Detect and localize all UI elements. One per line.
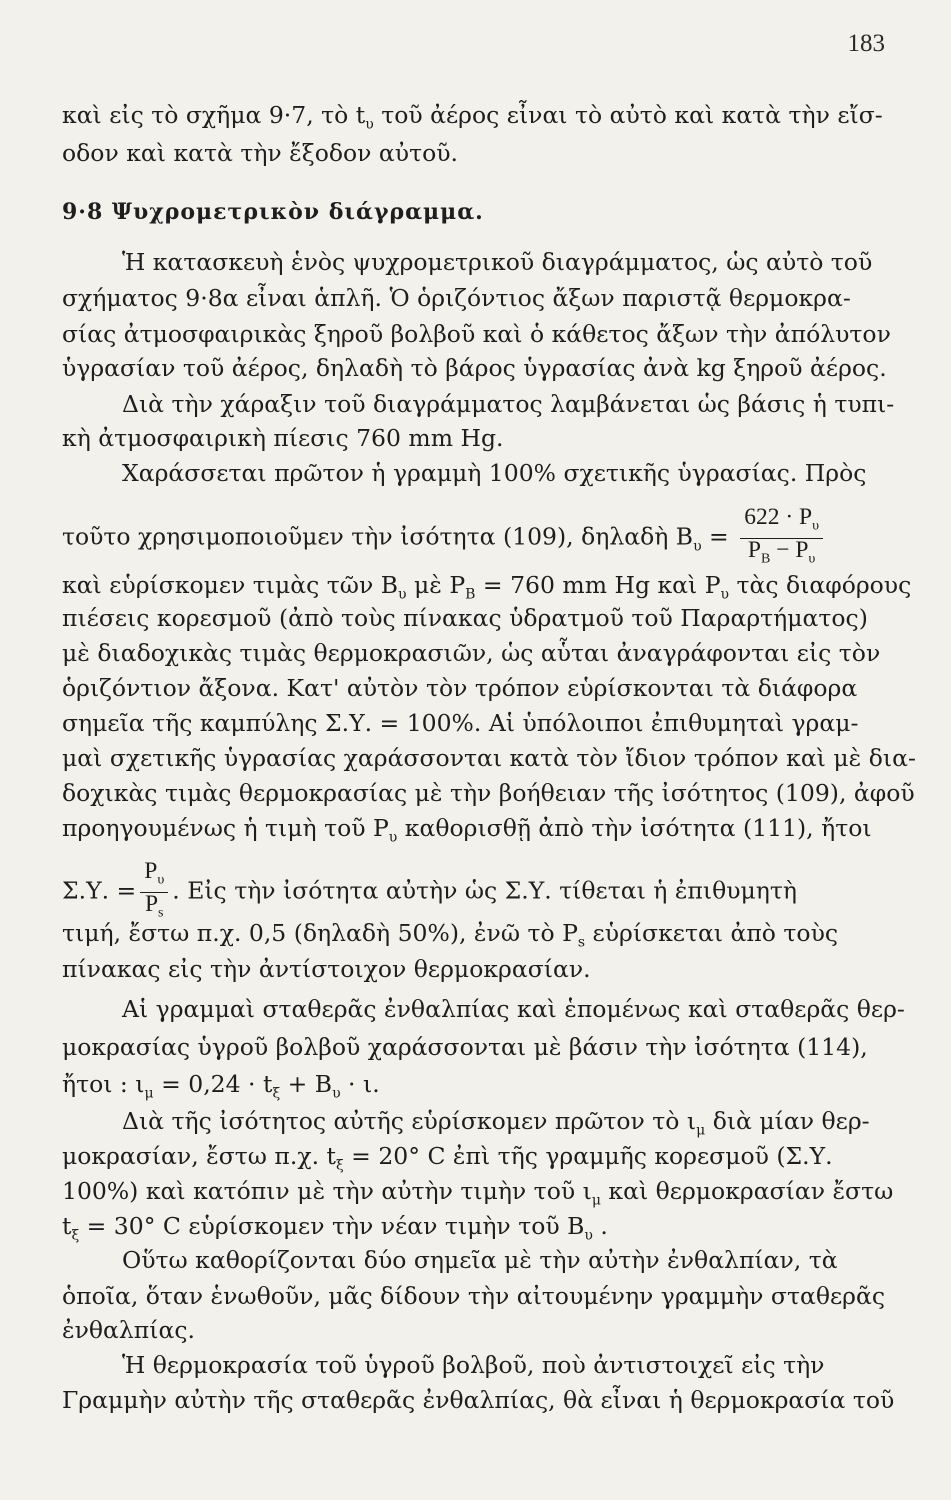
text-line: τιμή, ἔστω π.χ. 0,5 (δηλαδὴ 50%), ἐνῶ τὸ $P_s$ εὑρίσκεται ἀπὸ τοὺς <box>62 919 839 951</box>
text-line: ἤτοι : $\iota_\mu = 0,24 \cdot t_\xi + B_\upsilon \cdot \iota$. <box>62 1070 380 1102</box>
text-line: πίνακας εἰς τὴν ἀντίστοιχον θερμοκρασίαν. <box>62 955 591 983</box>
text-line: Οὕτω καθορίζονται δύο σημεῖα μὲ τὴν αὐτὴν ἐνθαλπίαν, τὰ <box>122 1246 838 1274</box>
text-line-formula: τοῦτο χρησιμοποιοῦμεν τὴν ἰσότητα (109), δηλαδὴ $B_\upsilon$ = $\frac{622 \cdot P_\upsilon}{P_B - P_\upsilon}$ <box>62 506 892 570</box>
text-line: κὴ ἀτμοσφαιρικὴ πίεσις 760 mm Hg. <box>62 424 504 452</box>
text-line: Γραμμὴν αὐτὴν τῆς σταθερᾶς ἐνθαλπίας, θὰ εἶναι ἡ θερμοκρασία τοῦ <box>62 1386 895 1414</box>
text-line: μοκρασίας ὑγροῦ βολβοῦ χαράσσονται μὲ βάσιν τὴν ἰσότητα (114), <box>62 1033 868 1061</box>
text-line: Ἡ κατασκευὴ ἑνὸς ψυχρομετρικοῦ διαγράμματος, ὡς αὐτὸ τοῦ <box>122 248 873 276</box>
text-line: μὲ διαδοχικὰς τιμὰς θερμοκρασιῶν, ὡς αὗται ἀναγράφονται εἰς τὸν <box>62 639 881 667</box>
text-line: σχήματος 9·8α εἶναι ἁπλῆ. Ὁ ὁριζόντιος ἄξων παριστᾷ θερμοκρα- <box>62 284 851 312</box>
text-line: μοκρασίαν, ἔστω π.χ. $t_\xi = 20^\circ$ C ἐπὶ τῆς γραμμῆς κορεσμοῦ (Σ.Υ. <box>62 1142 833 1174</box>
text-line: 100%) καὶ κατόπιν μὲ τὴν αὐτὴν τιμὴν τοῦ $\iota_\mu$ καὶ θερμοκρασίαν ἔστω <box>62 1177 894 1209</box>
text-line: οδον καὶ κατὰ τὴν ἔξοδον αὐτοῦ. <box>62 139 458 167</box>
text-line: μαὶ σχετικῆς ὑγρασίας χαράσσονται κατὰ τὸν ἴδιον τρόπον καὶ μὲ δια- <box>62 744 916 772</box>
text-line: Ἡ θερμοκρασία τοῦ ὑγροῦ βολβοῦ, ποὺ ἀντιστοιχεῖ εἰς τὴν <box>122 1351 825 1379</box>
section-heading: 9·8 Ψυχρομετρικὸν διάγραμμα. <box>62 199 484 225</box>
text-line: ἐνθαλπίας. <box>62 1316 195 1344</box>
text-line: καὶ εἰς τὸ σχῆμα 9·7, τὸ $t_\upsilon$ τοῦ ἀέρος εἶναι τὸ αὐτὸ καὶ κατὰ τὴν εἴσ- <box>62 101 883 133</box>
text-line: προηγουμένως ἡ τιμὴ τοῦ $P_\upsilon$ καθορισθῇ ἀπὸ τὴν ἰσότητα (111), ἤτοι <box>62 814 872 846</box>
text-line: καὶ εὑρίσκομεν τιμὰς τῶν $B_\upsilon$ μὲ $P_B = 760$ mm Hg καὶ $P_\upsilon$ τὰς διαφόρους <box>62 571 912 603</box>
page-number: 183 <box>847 30 885 57</box>
text-line: ὁριζόντιον ἄξονα. Κατ' αὐτὸν τὸν τρόπον εὑρίσκονται τὰ διάφορα <box>62 674 858 702</box>
text-line: Διὰ τὴν χάραξιν τοῦ διαγράμματος λαμβάνεται ὡς βάσις ἡ τυπι- <box>122 390 895 418</box>
text-line: πιέσεις κορεσμοῦ (ἀπὸ τοὺς πίνακας ὑδρατμοῦ τοῦ Παραρτήματος) <box>62 604 868 632</box>
fraction-sy: $\frac{P_\upsilon}{P_s}$ <box>140 860 168 924</box>
text-line: σίας ἀτμοσφαιρικὰς ξηροῦ βολβοῦ καὶ ὁ κάθετος ἄξων τὴν ἀπόλυτον <box>62 320 891 348</box>
text-line: δοχικὰς τιμὰς θερμοκρασίας μὲ τὴν βοήθειαν τῆς ἰσότητος (109), ἀφοῦ <box>62 779 915 807</box>
text-line: Διὰ τῆς ἰσότητος αὐτῆς εὑρίσκομεν πρῶτον τὸ $\iota_\mu$ διὰ μίαν θερ- <box>122 1107 870 1139</box>
text-line: σημεῖα τῆς καμπύλης Σ.Υ. = 100%. Αἱ ὑπόλοιποι ἐπιθυμηταὶ γραμ- <box>62 709 859 737</box>
text-line: ὁποῖα, ὅταν ἑνωθοῦν, μᾶς δίδουν τὴν αἰτουμένην γραμμὴν σταθερᾶς <box>62 1282 885 1310</box>
text-line: Αἱ γραμμαὶ σταθερᾶς ἐνθαλπίας καὶ ἑπομένως καὶ σταθερᾶς θερ- <box>122 995 905 1023</box>
text-line: $t_\xi = 30^\circ$ C εὑρίσκομεν τὴν νέαν τιμὴν τοῦ $B_\upsilon$ . <box>62 1212 608 1244</box>
text-line-formula: Σ.Υ. = $\frac{P_\upsilon}{P_s}$ . Εἰς τὴν ἰσότητα αὐτὴν ὡς Σ.Υ. τίθεται ἡ ἐπιθυμητὴ <box>62 860 892 924</box>
text-line: ὑγρασίαν τοῦ ἀέρος, δηλαδὴ τὸ βάρος ὑγρασίας ἀνὰ kg ξηροῦ ἀέρος. <box>62 354 887 382</box>
text-line: Χαράσσεται πρῶτον ἡ γραμμὴ 100% σχετικῆς ὑγρασίας. Πρὸς <box>122 459 867 487</box>
fraction-bu: $\frac{622 \cdot P_\upsilon}{P_B - P_\upsilon}$ <box>740 506 823 570</box>
